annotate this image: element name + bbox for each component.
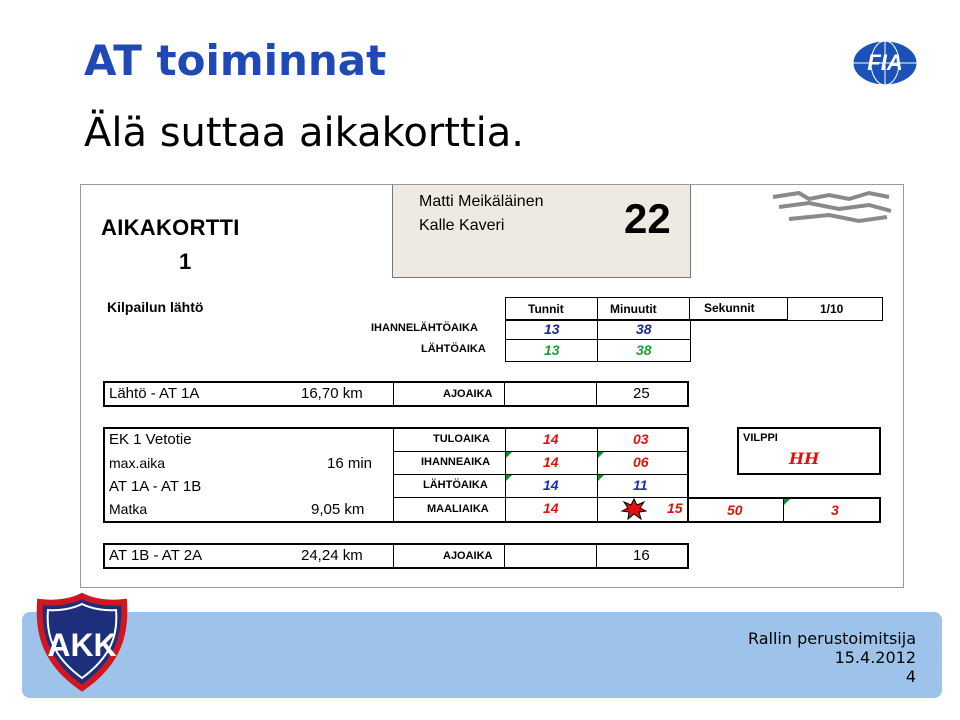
leg2-value: 16 bbox=[633, 547, 650, 564]
actual-start-hours: 13 bbox=[544, 342, 560, 358]
timecard-title: AIKAKORTTI bbox=[101, 215, 240, 240]
max-time-label: max.aika bbox=[109, 455, 166, 471]
leg1-label: AJOAIKA bbox=[443, 388, 493, 400]
stage-block bbox=[103, 427, 689, 523]
finish-seconds-box bbox=[687, 497, 881, 523]
finish-minutes: 15 bbox=[667, 500, 683, 516]
stage-distance: 9,05 km bbox=[311, 501, 365, 518]
leg2-label: AJOAIKA bbox=[443, 550, 493, 562]
leg1-distance: 16,70 km bbox=[301, 385, 363, 402]
header-minutes: Minuutit bbox=[610, 302, 657, 316]
leg2-distance: 24,24 km bbox=[301, 547, 363, 564]
distance-label: Matka bbox=[109, 501, 148, 517]
max-time-value: 16 min bbox=[327, 455, 373, 472]
slide-title: AT toiminnat bbox=[84, 36, 387, 85]
finish-label: MAALIAIKA bbox=[427, 503, 489, 515]
header-seconds: Sekunnit bbox=[704, 301, 755, 315]
akk-logo bbox=[32, 592, 132, 692]
leg1-name: Lähtö - AT 1A bbox=[109, 385, 200, 402]
arrival-hours: 14 bbox=[543, 431, 559, 447]
penalty-signature: HH bbox=[789, 449, 820, 468]
start-times-grid bbox=[505, 319, 691, 362]
footer-page-number: 4 bbox=[905, 667, 916, 686]
car-number: 22 bbox=[624, 195, 671, 242]
slide-subtitle: Älä suttaa aikakorttia. bbox=[84, 110, 524, 156]
penalty-box bbox=[737, 427, 881, 475]
stage-transfer-name: AT 1A - AT 1B bbox=[109, 478, 202, 495]
stage-start-minutes: 11 bbox=[633, 477, 648, 493]
timecard bbox=[80, 184, 904, 588]
sketch-scribble-icon bbox=[769, 185, 895, 229]
fia-logo-text: FIA bbox=[867, 50, 903, 75]
ideal-time-label: IHANNEAIKA bbox=[421, 456, 491, 468]
ideal-time-minutes: 06 bbox=[633, 454, 649, 470]
stage-name: EK 1 Vetotie bbox=[109, 431, 192, 448]
driver-name: Matti Meikäläinen bbox=[419, 193, 544, 210]
ideal-start-hours: 13 bbox=[544, 321, 560, 337]
header-hours: Tunnit bbox=[528, 302, 564, 316]
actual-start-minutes: 38 bbox=[636, 342, 652, 358]
stage-start-hours: 14 bbox=[543, 477, 559, 493]
actual-start-label: LÄHTÖAIKA bbox=[421, 343, 486, 355]
footer-bar bbox=[22, 612, 942, 698]
splat-mark-icon bbox=[621, 498, 647, 520]
codriver-name: Kalle Kaveri bbox=[419, 217, 505, 234]
stage-start-label: LÄHTÖAIKA bbox=[423, 479, 488, 491]
leg2-row bbox=[103, 543, 689, 569]
finish-hours: 14 bbox=[543, 500, 559, 516]
header-tenths: 1/10 bbox=[820, 302, 844, 316]
ideal-time-hours: 14 bbox=[543, 454, 559, 470]
akk-shield-icon bbox=[32, 592, 132, 692]
timecard-number: 1 bbox=[179, 249, 192, 274]
penalty-label: VILPPI bbox=[743, 432, 778, 444]
footer-date: 15.4.2012 bbox=[834, 648, 916, 667]
time-header-row bbox=[505, 297, 883, 321]
ideal-start-minutes: 38 bbox=[636, 321, 652, 337]
leg1-row bbox=[103, 381, 689, 407]
leg2-name: AT 1B - AT 2A bbox=[109, 547, 203, 564]
start-section-label: Kilpailun lähtö bbox=[107, 299, 204, 315]
ideal-start-label: IHANNELÄHTÖAIKA bbox=[371, 322, 478, 334]
akk-logo-text: AKK bbox=[47, 627, 117, 663]
footer-org: Rallin perustoimitsija bbox=[747, 629, 916, 648]
arrival-label: TULOAIKA bbox=[433, 433, 490, 445]
finish-tenths: 3 bbox=[831, 502, 839, 518]
leg1-value: 25 bbox=[633, 385, 650, 402]
finish-seconds: 50 bbox=[727, 502, 743, 518]
fia-logo bbox=[852, 40, 918, 86]
arrival-minutes: 03 bbox=[633, 431, 649, 447]
